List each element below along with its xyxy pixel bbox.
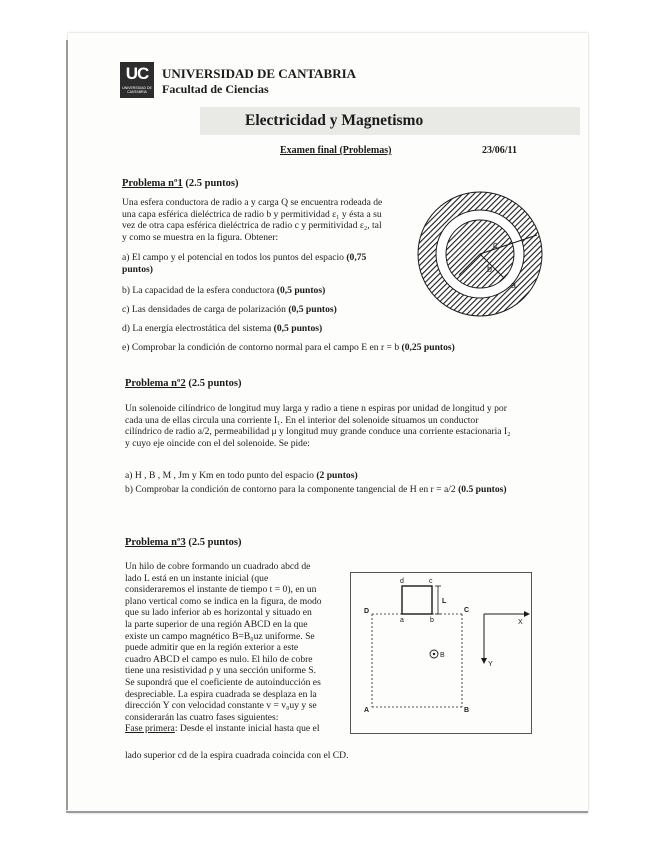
problem2-item-b: b) Comprobar la condición de contorno para la componente tangencial de H en r = a/2 (0.5 puntos) xyxy=(125,484,507,495)
faculty-name: Facultad de Ciencias xyxy=(162,82,269,96)
label-a: a xyxy=(400,617,404,624)
university-logo: UC UNIVERSIDAD DE CANTABRIA xyxy=(120,62,154,98)
paper-edge-bottom xyxy=(66,811,588,813)
exam-label: Examen final (Problemas) xyxy=(280,145,392,156)
problem3-phase-text: lado superior cd de la espira cuadrada coincida con el CD. xyxy=(125,750,349,761)
label-c: c xyxy=(429,578,433,585)
label-c: c xyxy=(493,240,498,250)
problem1-item-d: d) La energía electrostática del sistema (0,5 puntos) xyxy=(122,323,323,334)
problem1-statement: Una esfera conductora de radio a y carga Q se encuentra rodeada de una capa esférica dieléctrica de radio b y permitividad ε₁ y ésta a su vez de otra capa esférica dieléctrica de radio c y permitividad ε₂, tal y como se muestra en la figura. Obtener: xyxy=(122,197,383,243)
label-C: C xyxy=(464,607,470,614)
label-Y: Y xyxy=(488,661,493,668)
label-d: d xyxy=(400,578,404,585)
problem2-statement: Un solenoide cilíndrico de longitud muy larga y radio a tiene n espiras por unidad de longitud y por cada una de ellas circula una corriente I₁. En el interior del solenoide situamos un conductor cilíndrico de radio a/2, permeabilidad μ y longitud muy grande conduce una corriente estacionaria I₂ y cuyo eje oincide con el del solenoide. Se pide: xyxy=(125,403,511,449)
problem1-item-b: b) La capacidad de la esfera conductora (0,5 puntos) xyxy=(122,285,326,296)
problem3-heading: Problema nº3 (2.5 puntos) xyxy=(125,537,242,548)
label-a: a xyxy=(511,280,517,290)
label-field-B: B xyxy=(440,652,445,659)
problem1-heading: Problema nº1 (2.5 puntos) xyxy=(122,178,239,189)
exam-date: 23/06/11 xyxy=(482,145,518,156)
label-A: A xyxy=(364,707,370,714)
course-title: Electricidad y Magnetismo xyxy=(245,112,424,129)
label-L: L xyxy=(442,598,447,605)
label-b: b xyxy=(430,617,434,624)
problem2-item-a: a) H , B , M , Jm y Km en todo punto del espacio (2 puntos) xyxy=(125,470,358,481)
label-b: b xyxy=(487,264,493,274)
label-B: B xyxy=(464,707,470,714)
loop-figure xyxy=(350,572,532,734)
university-name: UNIVERSIDAD DE CANTABRIA xyxy=(162,66,357,81)
problem1-item-a-cont: puntos) xyxy=(122,264,153,275)
paper-edge-left xyxy=(66,40,68,810)
spheres-figure xyxy=(415,190,545,318)
problem1-item-a: a) El campo y el potencial en todos los puntos del espacio (0,75 xyxy=(122,252,367,263)
label-X: X xyxy=(518,619,523,626)
problem1-item-e: e) Comprobar la condición de contorno normal para el campo E en r = b (0,25 puntos) xyxy=(122,342,455,353)
label-D: D xyxy=(364,608,370,615)
problem3-statement: Un hilo de cobre formando un cuadrado abcd de lado L está en un instante inicial (que consideraremos el instante de tiempo t = 0), en un plano vertical como se indica en la figura, de modo que su lado inferior ab es horizontal y situado en la parte superior de una región ABCD en la que existe un campo magnético B=B₀uz uniforme. Se puede admitir que en la región exterior a este cuadro ABCD el campo es nulo. El hilo de cobre tiene una resistividad ρ y una sección uniforme S. Se supondrá que el coeficiente de autoinducción es despreciable. La espira cuadrada se desplaza en la dirección Y con velocidad constante v = v₀uy y se considerarán las cuatro fases siguientes: Fase primera: Desde el instante inicial hasta que el xyxy=(125,561,322,735)
problem2-heading: Problema nº2 (2.5 puntos) xyxy=(125,378,242,389)
problem1-item-c: c) Las densidades de carga de polarización (0,5 puntos) xyxy=(122,304,337,315)
